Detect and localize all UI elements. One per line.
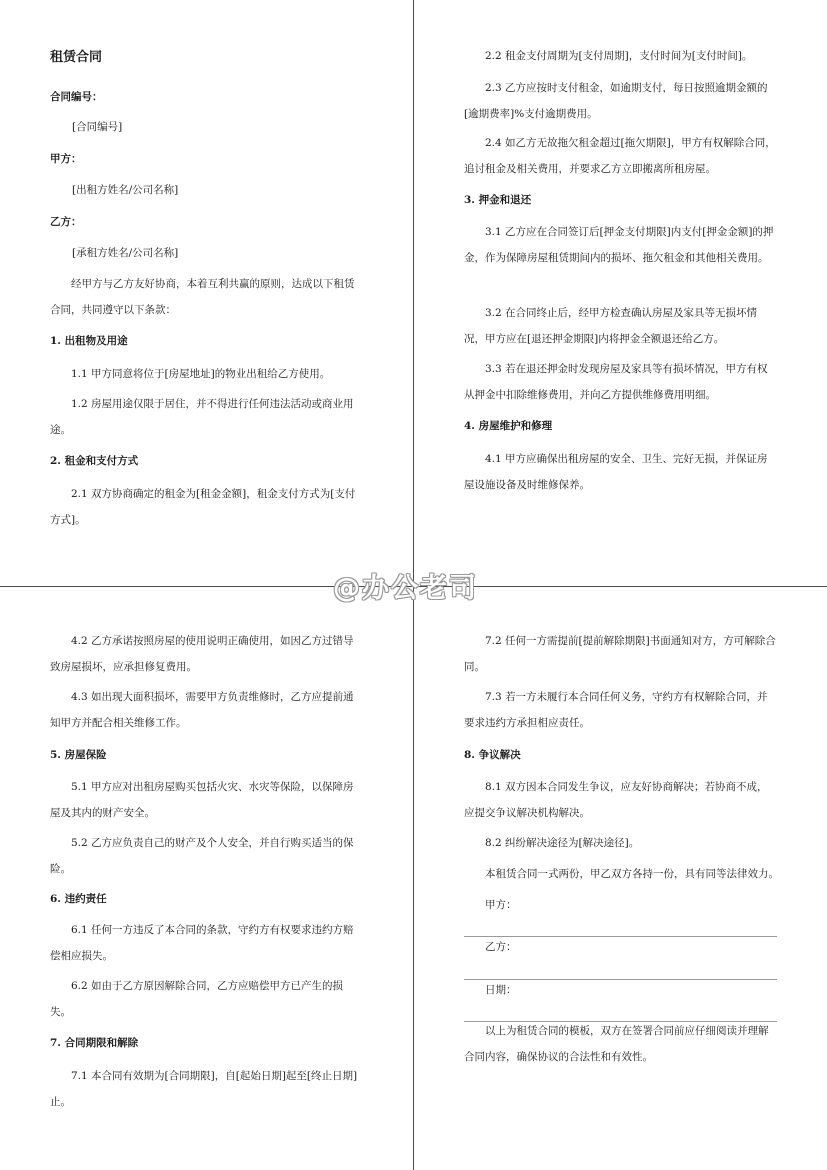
clause-2-1: 2.1 双方协商确定的租金为[租金金额]，租金支付方式为[支付方式]。 <box>50 488 356 526</box>
clause-2-2: 2.2 租金支付周期为[支付周期]，支付时间为[支付时间]。 <box>485 50 753 62</box>
signature-party-b-label: 乙方： <box>485 941 517 953</box>
signature-date-label: 日期： <box>485 984 517 996</box>
clause-3-2: 3.2 在合同终止后，经甲方检查确认房屋及家具等无损坏情况，甲方应在[退还押金期限]内将押金全额退还给乙方。 <box>464 307 758 345</box>
clause-8-1: 8.1 双方因本合同发生争议，应友好协商解决；若协商不成，应提交争议解决机构解决。 <box>464 781 768 819</box>
section-heading-8: 8. 争议解决 <box>464 749 521 761</box>
clause-7-1: 7.1 本合同有效期为[合同期限]，自[起始日期]起至[终止日期]止。 <box>50 1070 358 1108</box>
section-heading-1: 1. 出租物及用途 <box>50 335 128 347</box>
clause-6-2: 6.2 如由于乙方原因解除合同，乙方应赔偿甲方已产生的损失。 <box>50 980 344 1018</box>
signature-party-a-label: 甲方： <box>485 899 517 911</box>
clause-2-3: 2.3 乙方应按时支付租金，如逾期支付，每日按照逾期金额的[逾期费率]%支付逾期费用。 <box>464 82 768 120</box>
clause-7-2: 7.2 任何一方需提前[提前解除期限]书面通知对方，方可解除合同。 <box>464 635 776 673</box>
party-b-label: 乙方： <box>50 216 82 228</box>
clause-5-1: 5.1 甲方应对出租房屋购买包括火灾、水灾等保险，以保障房屋及其内的财产安全。 <box>50 781 354 819</box>
clause-4-1: 4.1 甲方应确保出租房屋的安全、卫生、完好无损，并保证房屋设施设备及时维修保养。 <box>464 453 768 491</box>
clause-8-2: 8.2 纠纷解决途径为[解决途径]。 <box>485 837 640 849</box>
section-heading-2: 2. 租金和支付方式 <box>50 455 139 467</box>
copies-statement: 本租赁合同一式两份，甲乙双方各持一份，具有同等法律效力。 <box>485 868 779 880</box>
clause-1-1: 1.1 甲方同意将位于[房屋地址]的物业出租给乙方使用。 <box>71 368 331 380</box>
contract-number-value: [合同编号] <box>72 121 123 133</box>
clause-3-3: 3.3 若在退还押金时发现房屋及家具等有损坏情况，甲方有权从押金中扣除维修费用，并向乙方提供维修费用明细。 <box>464 363 768 401</box>
clause-1-2: 1.2 房屋用途仅限于居住，并不得进行任何违法活动或商业用途。 <box>50 398 354 436</box>
clause-6-1: 6.1 任何一方违反了本合同的条款，守约方有权要求违约方赔偿相应损失。 <box>50 924 354 962</box>
section-heading-3: 3. 押金和退还 <box>464 194 532 206</box>
section-heading-6: 6. 违约责任 <box>50 893 107 905</box>
intro-paragraph: 经甲方与乙方友好协商，本着互利共赢的原则，达成以下租赁合同，共同遵守以下条款： <box>50 278 355 316</box>
clause-3-1: 3.1 乙方应在合同签订后[押金支付期限]内支付[押金金额]的押金，作为保障房屋租赁期间内的损坏、拖欠租金和其他相关费用。 <box>464 226 774 264</box>
clause-4-3: 4.3 如出现大面积损坏，需要甲方负责维修时，乙方应提前通知甲方并配合相关维修工作。 <box>50 691 354 729</box>
section-heading-7: 7. 合同期限和解除 <box>50 1037 139 1049</box>
template-note: 以上为租赁合同的模板，双方在签署合同前应仔细阅读并理解合同内容，确保协议的合法性和有效性。 <box>464 1025 769 1063</box>
party-a-value: [出租方姓名/公司名称] <box>72 184 179 196</box>
party-b-value: [承租方姓名/公司名称] <box>72 247 179 259</box>
clause-4-2: 4.2 乙方承诺按照房屋的使用说明正确使用，如因乙方过错导致房屋损坏，应承担修复费用。 <box>50 635 354 673</box>
watermark: @办公老司 <box>333 573 478 604</box>
party-a-label: 甲方： <box>50 153 82 165</box>
section-heading-4: 4. 房屋维护和修理 <box>464 420 553 432</box>
clause-7-3: 7.3 若一方未履行本合同任何义务，守约方有权解除合同，并要求违约方承担相应责任。 <box>464 691 768 729</box>
contract-number-label: 合同编号： <box>50 91 103 103</box>
section-heading-5: 5. 房屋保险 <box>50 749 107 761</box>
clause-5-2: 5.2 乙方应负责自己的财产及个人安全，并自行购买适当的保险。 <box>50 837 354 875</box>
document-title: 租赁合同 <box>50 50 103 65</box>
clause-2-4: 2.4 如乙方无故拖欠租金超过[拖欠期限]，甲方有权解除合同，追讨租金及相关费用，并要求乙方立即搬离所租房屋。 <box>464 137 776 175</box>
